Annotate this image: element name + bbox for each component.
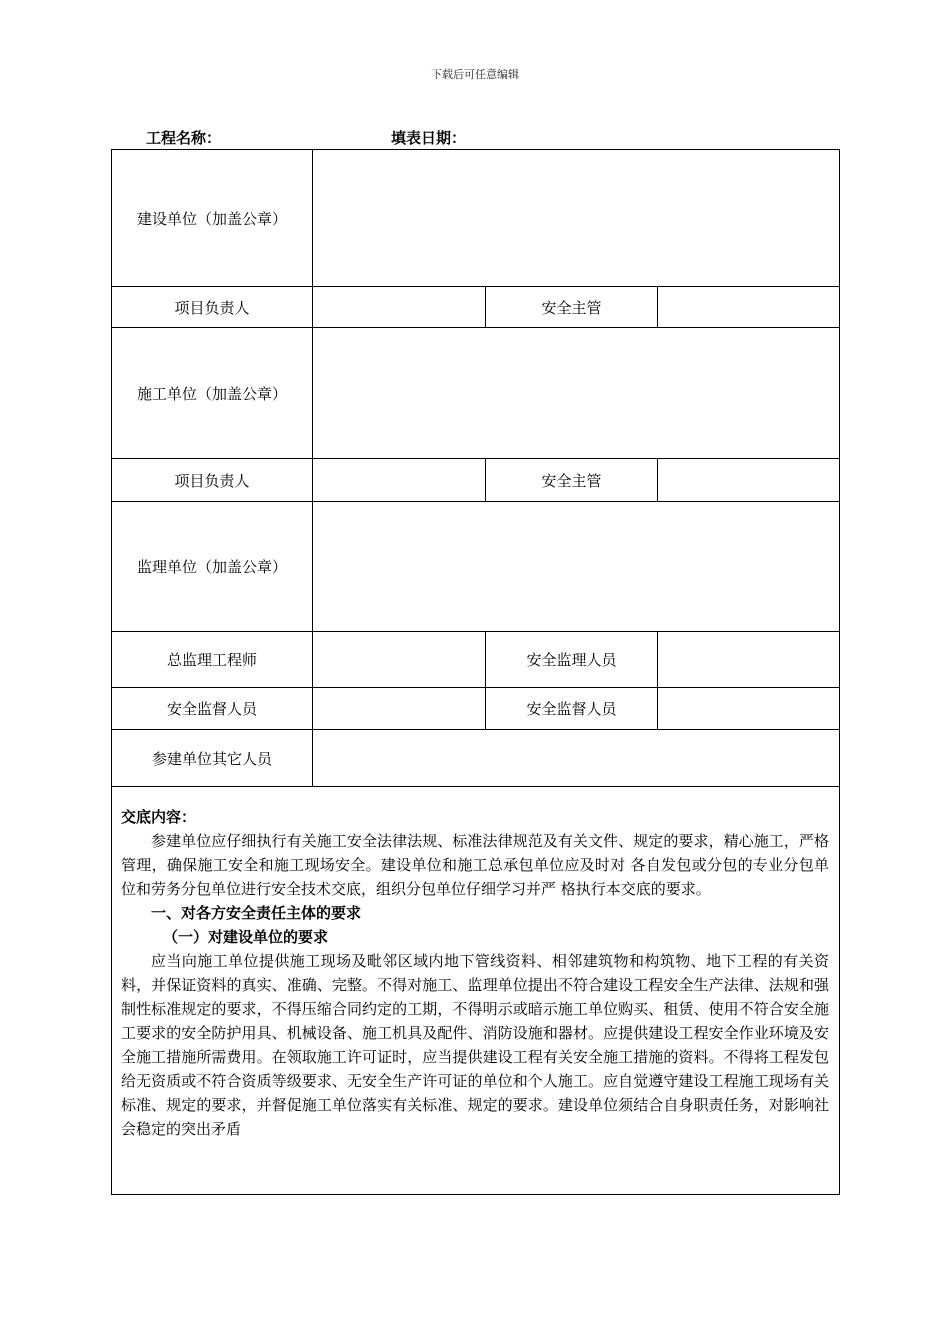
fill-date-label: 填表日期：: [391, 129, 467, 147]
safety-supervisor-value-2[interactable]: [658, 459, 840, 502]
project-leader-label-1: 项目负责人: [112, 287, 313, 328]
safety-supervision-staff-label: 安全监理人员: [486, 632, 658, 688]
chief-engineer-value[interactable]: [313, 632, 486, 688]
content-body-paragraph: 应当向施工单位提供施工现场及毗邻区域内地下管线资料、相邻建筑物和构筑物、地下工程的有关资料，并保证资料的真实、准确、完整。不得对施工、监理单位提出不符合建设工程安全生产法律、法规和强制性标准规定的要求，不得压缩合同约定的工期，不得明示或暗示施工单位购买、租赁、使用不符合安全施工要求的安全防护用具、机械设备、施工机具及配件、消防设施和器材。应提供建设工程安全作业环境及安全施工措施所需费用。在领取施工许可证时，应当提供建设工程有关安全施工措施的资料。不得将工程发包给无资质或不符合资质等级要求、无安全生产许可证的单位和个人施工。应自觉遵守建设工程施工现场有关标准、规定的要求，并督促施工单位落实有关标准、规定的要求。建设单位须结合自身职责任务，对影响社会稳定的突出矛盾: [121, 952, 830, 1138]
safety-briefing-table: [111, 149, 840, 1195]
chief-engineer-label: 总监理工程师: [112, 632, 313, 688]
safety-supervisor-label-1: 安全主管: [486, 287, 658, 328]
project-leader-label-2: 项目负责人: [112, 459, 313, 502]
project-name-label: 工程名称：: [146, 129, 222, 147]
section-heading-1-1: （一）对建设单位的要求: [163, 928, 329, 946]
supervision-unit-value[interactable]: [313, 502, 840, 632]
safety-supervisor-label-2: 安全主管: [486, 459, 658, 502]
briefing-content-cell: [112, 787, 840, 1195]
content-intro-paragraph: 参建单位应仔细执行有关施工安全法律法规、标准法律规范及有关文件、规定的要求，精心施工，严格管理，确保施工安全和施工现场安全。建设单位和施工总承包单位应及时对 各自发包或分包的专业分包单位和劳务分包单位进行安全技术交底，组织分包单位仔细学习并严 格执行本交底的要求。: [121, 832, 830, 898]
supervision-unit-label: 监理单位（加盖公章）: [112, 502, 313, 632]
safety-inspector-value-2[interactable]: [658, 688, 840, 730]
safety-supervision-staff-value[interactable]: [658, 632, 840, 688]
project-leader-value-1[interactable]: [313, 287, 486, 328]
project-leader-value-2[interactable]: [313, 459, 486, 502]
other-participants-value[interactable]: [313, 730, 840, 787]
contractor-unit-label: 施工单位（加盖公章）: [112, 328, 313, 459]
safety-inspector-label-1: 安全监督人员: [112, 688, 313, 730]
safety-supervisor-value-1[interactable]: [658, 287, 840, 328]
construction-unit-value[interactable]: [313, 150, 840, 287]
section-heading-1: 一、对各方安全责任主体的要求: [151, 904, 362, 922]
watermark-text: 下载后可任意编辑: [431, 68, 519, 81]
contractor-unit-value[interactable]: [313, 328, 840, 459]
form-header: [146, 127, 467, 148]
content-title: 交底内容：: [121, 808, 197, 826]
safety-inspector-label-2: 安全监督人员: [486, 688, 658, 730]
construction-unit-label: 建设单位（加盖公章）: [112, 150, 313, 287]
safety-inspector-value-1[interactable]: [313, 688, 486, 730]
other-participants-label: 参建单位其它人员: [112, 730, 313, 787]
